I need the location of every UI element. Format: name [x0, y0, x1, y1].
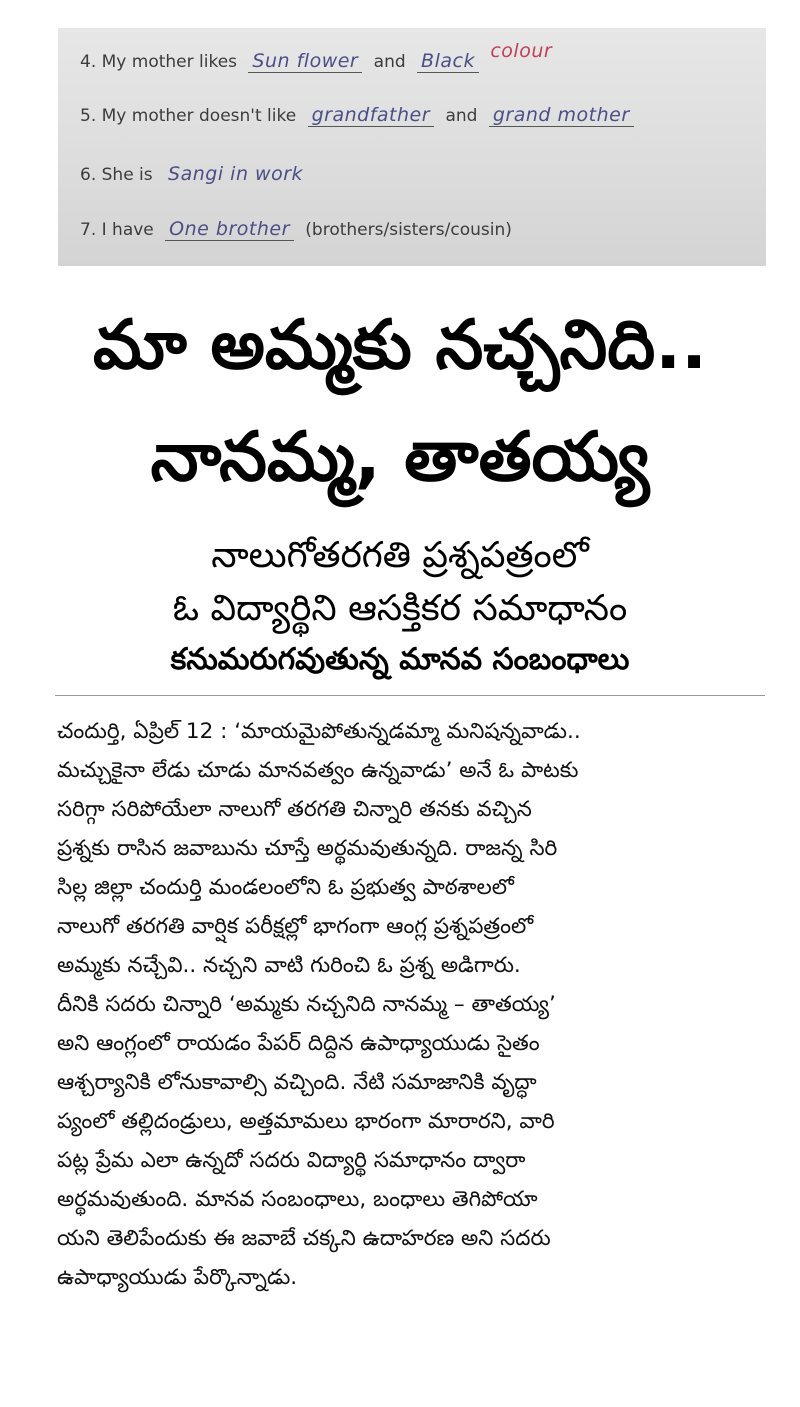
q4-answer-2: Black	[417, 50, 479, 73]
article-line: ఆశ్చర్యానికి లోనుకావాల్సి వచ్చింది. నేటి సమాజానికి వృద్ధా	[57, 1070, 537, 1095]
article-line: దీనికి సదరు చిన్నారి ‘అమ్మకు నచ్చనిది నానమ్మ – తాతయ్య’	[57, 992, 556, 1017]
article-body	[57, 712, 769, 1297]
article-line: ఉపాధ్యాయుడు పేర్కొన్నాడు.	[57, 1265, 298, 1290]
worksheet-question-6	[80, 163, 313, 185]
q7-suffix: (brothers/sisters/cousin)	[305, 220, 512, 240]
q7-answer: One brother	[165, 218, 294, 241]
worksheet-question-7	[80, 218, 512, 241]
article-line: ప్రశ్నకు రాసిన జవాబును చూస్తే అర్థమవుతున్నది. రాజన్న సిరి	[57, 836, 558, 861]
q6-answer: Sangi in work	[168, 163, 304, 185]
q5-prefix: 5. My mother doesn't like	[80, 106, 297, 126]
article-line: ప్యంలో తల్లిదండ్రులు, అత్తమామలు భారంగా మారారని, వారి	[57, 1109, 555, 1134]
q4-mid: and	[373, 52, 406, 72]
headline-line-2: నానమ్మ, తాతయ్య	[150, 418, 650, 497]
q4-answer-1: Sun flower	[248, 50, 362, 73]
q4-prefix: 4. My mother likes	[80, 52, 238, 72]
subheading-line-2: ఓ విద్యార్థిని ఆసక్తికర సమాధానం	[172, 588, 628, 629]
q6-prefix: 6. She is	[80, 165, 153, 185]
article-line: యని తెలిపేందుకు ఈ జవాబే చక్కని ఉదాహరణ అని సదరు	[57, 1226, 551, 1251]
subheading-line-3: కనుమరుగవుతున్న మానవ సంబంధాలు	[170, 642, 630, 677]
q5-mid: and	[445, 106, 478, 126]
q4-teacher-note: colour	[490, 40, 553, 62]
q5-answer-2: grand mother	[489, 104, 634, 127]
q5-answer-1: grandfather	[308, 104, 434, 127]
headline-line-1: మా అమ్మకు నచ్చనిది..	[93, 306, 707, 385]
worksheet-question-5	[80, 104, 640, 127]
divider	[55, 695, 765, 696]
subheading-line-1: నాలుగోతరగతి ప్రశ్నపత్రంలో	[211, 535, 589, 576]
article-line: అని ఆంగ్లంలో రాయడం పేపర్ దిద్దిన ఉపాధ్యాయుడు సైతం	[57, 1031, 540, 1056]
article-line: అమ్మకు నచ్చేవి.. నచ్చని వాటి గురించి ఓ ప్రశ్న అడిగారు.	[57, 953, 521, 978]
article-line: సిల్ల జిల్లా చందుర్తి మండలంలోని ఓ ప్రభుత్వ పాఠశాలలో	[57, 875, 514, 900]
article-line: మచ్చుకైనా లేడు చూడు మానవత్వం ఉన్నవాడు’ అనే ఓ పాటకు	[57, 758, 579, 783]
article-line: నాలుగో తరగతి వార్షిక పరీక్షల్లో భాగంగా ఆంగ్ల ప్రశ్నపత్రంలో	[57, 914, 534, 939]
article-line: అర్థమవుతుంది. మానవ సంబంధాలు, బంధాలు తెగిపోయా	[57, 1187, 538, 1212]
worksheet-photo	[58, 28, 766, 266]
article-line: పట్ల ప్రేమ ఎలా ఉన్నదో సదరు విద్యార్థి సమాధానం ద్వారా	[57, 1148, 526, 1173]
article-line: చందుర్తి, ఏప్రిల్ 12 : ‘మాయమైపోతున్నడమ్మా మనిషన్నవాడు..	[57, 719, 581, 744]
article-line: సరిగ్గా సరిపోయేలా నాలుగో తరగతి చిన్నారి తనకు వచ్చిన	[57, 797, 532, 822]
q7-prefix: 7. I have	[80, 220, 154, 240]
worksheet-question-4	[80, 40, 562, 73]
